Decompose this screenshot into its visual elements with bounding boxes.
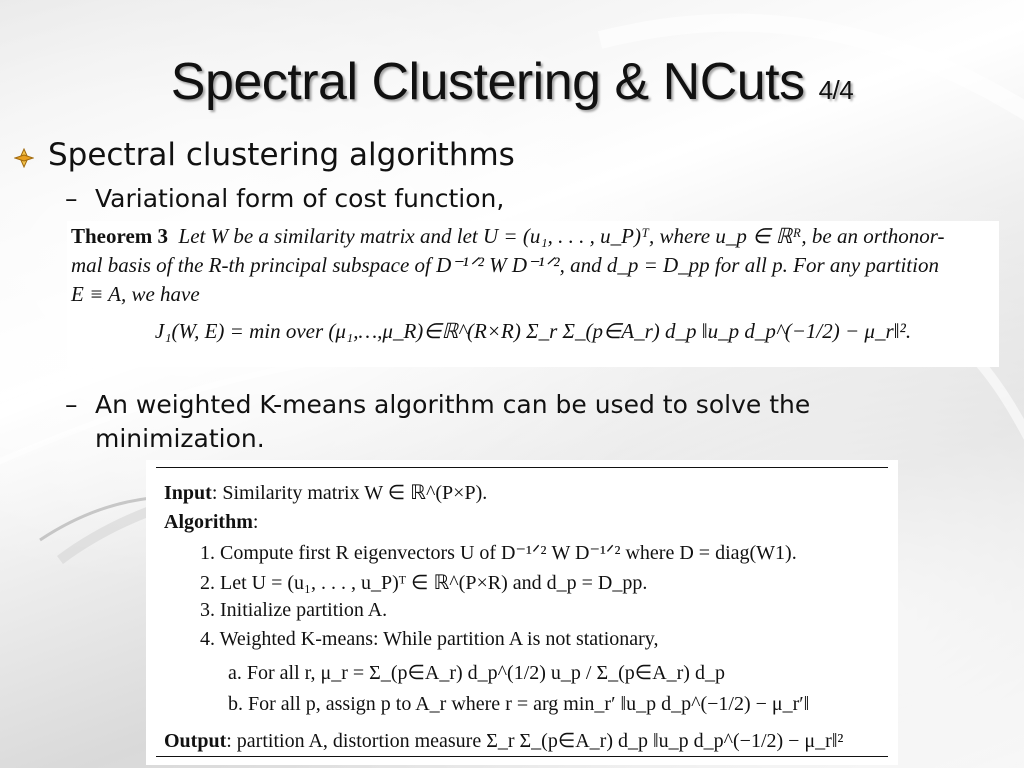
algo-heading [164,511,258,534]
top-rule [156,467,888,468]
slide-title [0,52,1024,112]
bullet-sub-1-text: Variational form of cost function, [95,184,505,213]
bullet-sub-2 [65,388,811,456]
theorem-line-3: E ≡ A, we have [71,282,200,306]
bullet-sub-2-line-2: minimization. [95,424,265,453]
algo-step-4a: a. For all r, μ_r = Σ_(p∈A_r) d_p^(1/2) u_p / Σ_(p∈A_r) d_p [228,662,725,684]
bottom-rule [156,756,888,757]
dash-icon: – [65,184,78,213]
algo-step-4b: b. For all p, assign p to A_r where r = arg min_r′ ‖u_p d_p^(−1/2) − μ_r′‖ [228,693,810,715]
diamond-bullet-icon [14,148,34,168]
algorithm-colon: : [252,511,259,533]
algo-step-3: 3. Initialize partition A. [200,599,388,621]
algo-step-1: 1. Compute first R eigenvectors U of D⁻¹ᐟ² W D⁻¹ᐟ² where D = diag(W1). [200,542,797,564]
theorem-label: Theorem 3 [71,224,169,248]
title-text: Spectral Clustering & NCuts [170,53,805,111]
input-text: : Similarity matrix W ∈ ℝ^(P×P). [211,482,488,504]
bullet-main: Spectral clustering algorithms [48,137,515,173]
algo-step-2: 2. Let U = (u₁, . . . , u_P)ᵀ ∈ ℝ^(P×R) and d_p = D_pp. [200,572,648,594]
theorem-line-1: Let W be a similarity matrix and let U = (u₁, . . . , u_P)ᵀ, where u_p ∈ ℝᴿ, be an orthonor- [178,224,945,248]
output-label: Output [164,730,227,752]
theorem-equation: J₁(W, E) = min over (μ₁,…,μ_R)∈ℝ^(R×R) Σ_r Σ_(p∈A_r) d_p ‖u_p d_p^(−1/2) − μ_r‖². [154,319,912,343]
output-text: : partition A, distortion measure Σ_r Σ_(p∈A_r) d_p ‖u_p d_p^(−1/2) − μ_r‖² [226,730,844,752]
algo-input [164,480,487,505]
page-number: 4/4 [818,75,854,105]
algo-step-4: 4. Weighted K-means: While partition A is not stationary, [200,628,659,650]
algorithm-box [146,460,898,765]
bullet-sub-1 [65,184,505,213]
theorem-line-2: mal basis of the R-th principal subspace of D⁻¹ᐟ² W D⁻¹ᐟ², and d_p = D_pp for all p. For any partition [71,253,939,277]
input-label: Input [164,482,212,504]
algo-output [164,728,843,753]
bullet-sub-2-line-1: An weighted K-means algorithm can be used to solve the [95,390,811,419]
theorem-box [67,221,999,367]
algorithm-label: Algorithm [164,511,253,533]
dash-icon: – [65,390,78,419]
